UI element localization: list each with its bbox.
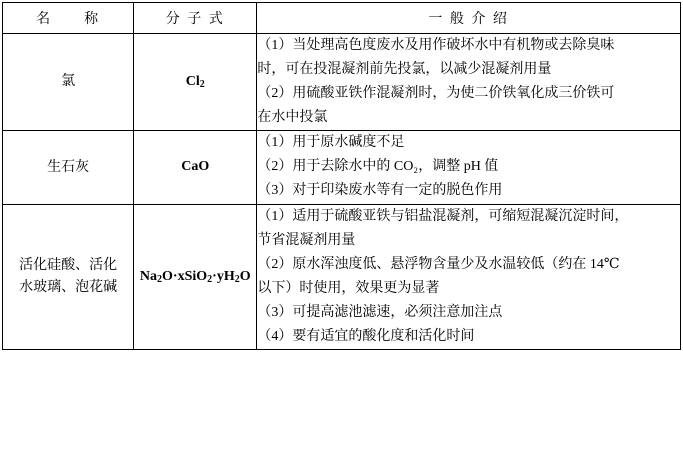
- column-header-formula-label: 分 子 式: [165, 12, 225, 27]
- description-line: （2）用于去除水中的 CO₂，调整 pH 值: [257, 159, 499, 175]
- description-line: （1）用于原水碱度不足: [257, 135, 405, 151]
- name-line: 生石灰: [47, 159, 90, 175]
- column-header-intro-label: 一 般 介 绍: [428, 12, 509, 27]
- cell-description: [257, 204, 681, 349]
- name-line: 活化硅酸、活化: [19, 258, 118, 274]
- column-header-name-label: 名 称: [36, 12, 101, 27]
- cell-formula: [134, 204, 257, 349]
- column-header-intro: [257, 3, 681, 34]
- description-line: （3）对于印染废水等有一定的脱色作用: [257, 183, 503, 199]
- cell-name: [3, 131, 134, 204]
- cell-formula: [134, 34, 257, 131]
- cell-description: [257, 34, 681, 131]
- cell-name: [3, 204, 134, 349]
- description-line: （2）用硫酸亚铁作混凝剂时，为使二价铁氧化成三价铁可: [257, 86, 615, 102]
- description-line: （2）原水浑浊度低、悬浮物含量少及水温较低（约在 14℃: [257, 256, 620, 272]
- document-page: [0, 2, 683, 457]
- table-header-row: [3, 3, 681, 34]
- chemicals-table: [2, 2, 681, 350]
- name-line: 氯: [61, 74, 76, 90]
- formula-text: $Na_2O\cdot xSiO_2\cdot yH_2O$: [139, 268, 251, 285]
- description-line: （1）适用于硫酸亚铁与铝盐混凝剂，可缩短混凝沉淀时间，: [257, 208, 629, 224]
- cell-formula: [134, 131, 257, 204]
- formula-text: CaO: [181, 159, 210, 175]
- table-row: [3, 204, 681, 349]
- table-body: [3, 34, 681, 350]
- column-header-name: [3, 3, 134, 34]
- description-line: （4）要有适宜的酸化度和活化时间: [257, 328, 475, 344]
- cell-description: [257, 131, 681, 204]
- description-line: （3）可提高滤池滤速，必须注意加注点: [257, 304, 503, 320]
- table-header: [3, 3, 681, 34]
- column-header-formula: [134, 3, 257, 34]
- description-line: 以下）时使用，效果更为显著: [257, 280, 440, 296]
- name-line: 水玻璃、泡花碱: [19, 279, 118, 295]
- description-line: 时，可在投混凝剂前先投氯，以减少混凝剂用量: [257, 62, 552, 78]
- cell-name: [3, 34, 134, 131]
- table-row: [3, 131, 681, 204]
- table-row: [3, 34, 681, 131]
- description-line: 在水中投氯: [257, 110, 328, 126]
- description-line: （1）当处理高色度废水及用作破坏水中有机物或去除臭味: [257, 38, 615, 53]
- description-line: 节省混凝剂用量: [257, 232, 356, 248]
- formula-text: $Cl_2$: [185, 74, 205, 91]
